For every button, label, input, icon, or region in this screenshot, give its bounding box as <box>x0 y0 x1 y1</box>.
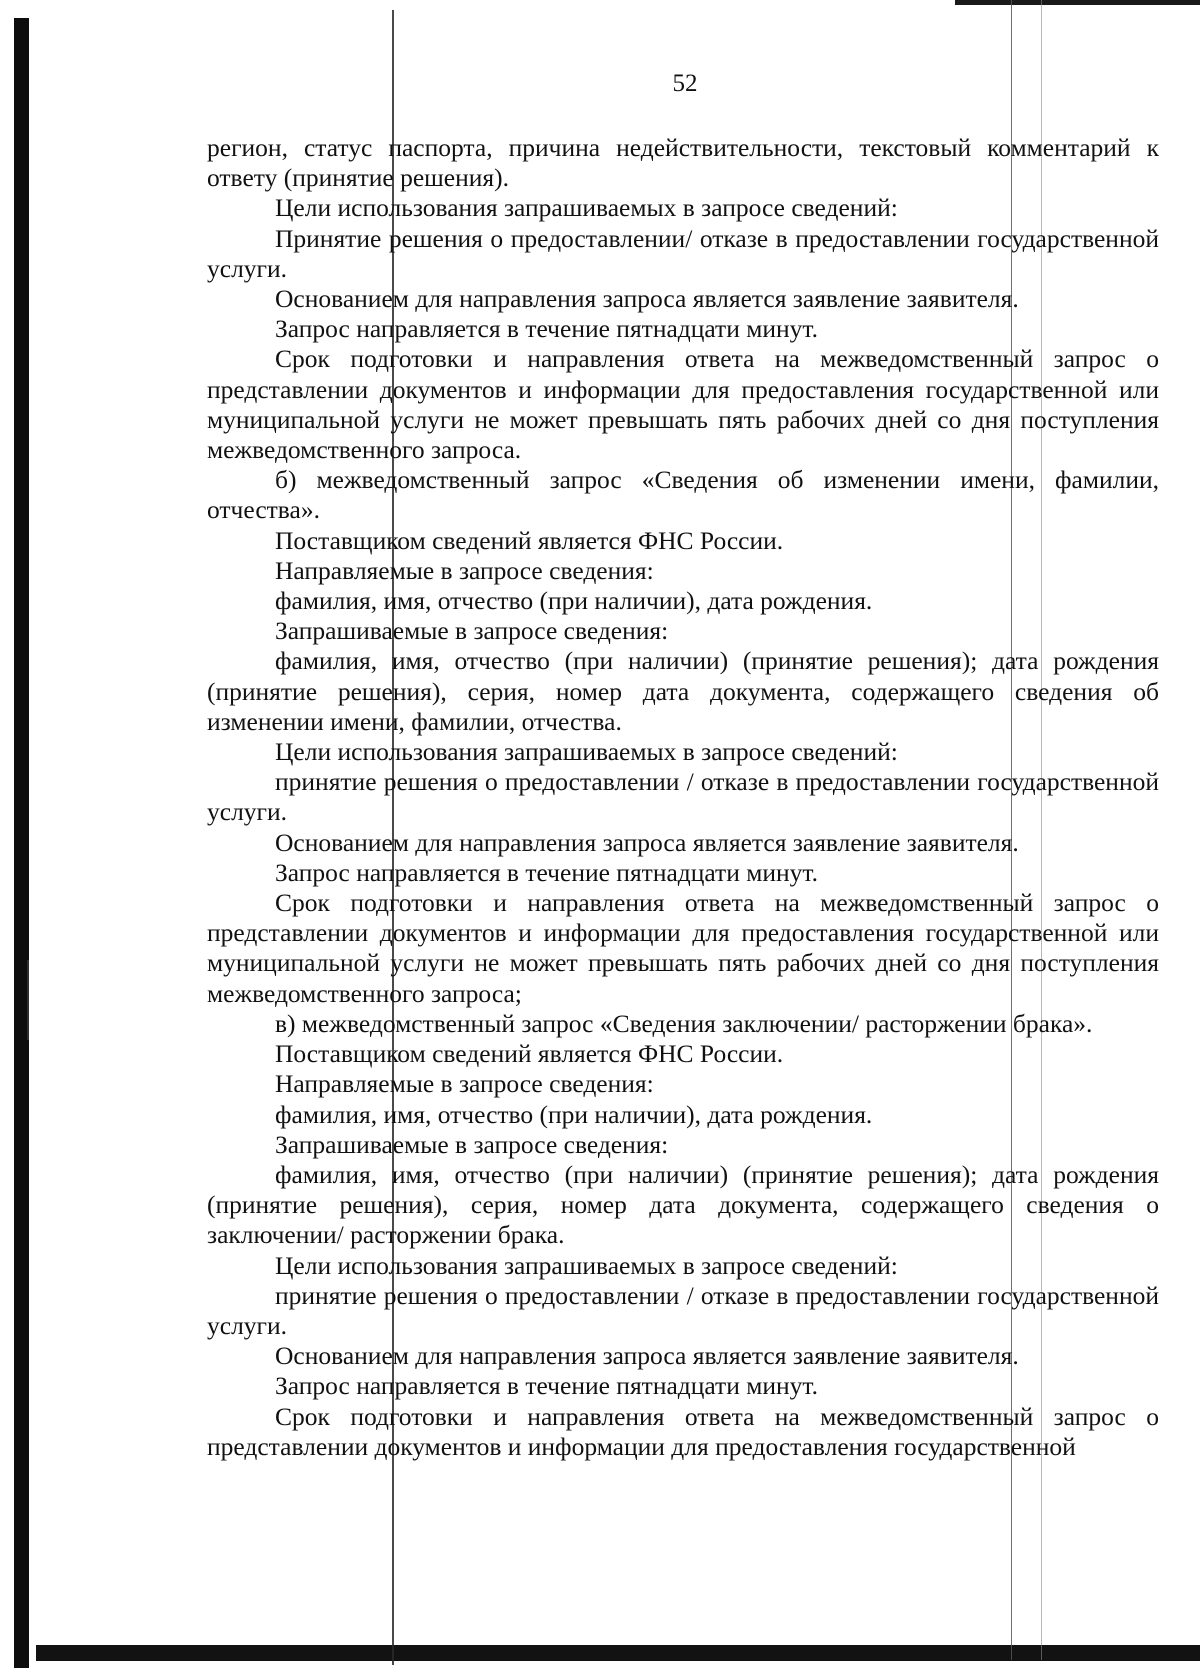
document-body <box>207 133 1159 1462</box>
paragraph: Направляемые в запросе сведения: <box>275 555 654 585</box>
paragraph: фамилия, имя, отчество (при наличии) (принятие решения); дата рождения (принятие решения), серия, номер дата документа, содержащего сведения о заключении/ расторжении брака. <box>207 1159 1159 1250</box>
paragraph: фамилия, имя, отчество (при наличии) (принятие решения); дата рождения (принятие решения), серия, номер дата документа, содержащего сведения об изменении имени, фамилии, отчества. <box>207 646 1159 736</box>
page-number: 52 <box>672 70 698 97</box>
paragraph: Основанием для направления запроса является заявление заявителя. <box>275 827 1019 857</box>
paragraph: Поставщиком сведений является ФНС России. <box>275 525 784 555</box>
paragraph: Запрашиваемые в запросе сведения: <box>275 616 669 646</box>
paragraph: Поставщиком сведений является ФНС России. <box>275 1039 784 1069</box>
scan-edge-left <box>14 18 29 1668</box>
paragraph: Запрос направляется в течение пятнадцати минут. <box>275 1371 819 1401</box>
paragraph: Цели использования запрашиваемых в запросе сведений: <box>275 193 898 223</box>
scan-fold-line <box>27 960 29 1040</box>
paragraph: Направляемые в запросе сведения: <box>275 1069 654 1099</box>
paragraph: Срок подготовки и направления ответа на межведомственный запрос о представлении документов и информации для предоставления государственной или муниципальной услуги не может превышать пять рабочих дней со дня поступления межведомственного запроса. <box>207 344 1159 465</box>
paragraph: Цели использования запрашиваемых в запросе сведений: <box>275 1250 898 1280</box>
paragraph: Запрос направляется в течение пятнадцати минут. <box>275 857 819 887</box>
paragraph: Запрос направляется в течение пятнадцати минут. <box>275 314 819 344</box>
paragraph: Срок подготовки и направления ответа на межведомственный запрос о представлении документов и информации для предоставления государственной <box>207 1401 1159 1461</box>
paragraph: Основанием для направления запроса является заявление заявителя. <box>275 1341 1019 1371</box>
paragraph: регион, статус паспорта, причина недействительности, текстовый комментарий к ответу (принятие решения). <box>207 133 1159 193</box>
paragraph: Цели использования запрашиваемых в запросе сведений: <box>275 737 898 767</box>
paragraph: в) межведомственный запрос «Сведения заключении/ расторжении брака». <box>275 1008 1093 1038</box>
paragraph: Запрашиваемые в запросе сведения: <box>275 1129 669 1159</box>
paragraph: Основанием для направления запроса является заявление заявителя. <box>275 284 1019 314</box>
paragraph: б) межведомственный запрос «Сведения об изменении имени, фамилии, отчества». <box>207 465 1159 525</box>
paragraph: фамилия, имя, отчество (при наличии), дата рождения. <box>275 586 873 616</box>
paragraph: принятие решения о предоставлении / отказе в предоставлении государственной услуги. <box>207 767 1159 827</box>
scan-edge-top <box>955 0 1200 5</box>
paragraph: Принятие решения о предоставлении/ отказе в предоставлении государственной услуги. <box>207 223 1159 283</box>
scan-edge-bottom <box>36 1645 1200 1661</box>
paragraph: фамилия, имя, отчество (при наличии), дата рождения. <box>275 1099 873 1129</box>
paragraph: принятие решения о предоставлении / отказе в предоставлении государственной услуги. <box>207 1280 1159 1340</box>
paragraph: Срок подготовки и направления ответа на межведомственный запрос о представлении документов и информации для предоставления государственной или муниципальной услуги не может превышать пять рабочих дней со дня поступления межведомственного запроса; <box>207 888 1159 1008</box>
